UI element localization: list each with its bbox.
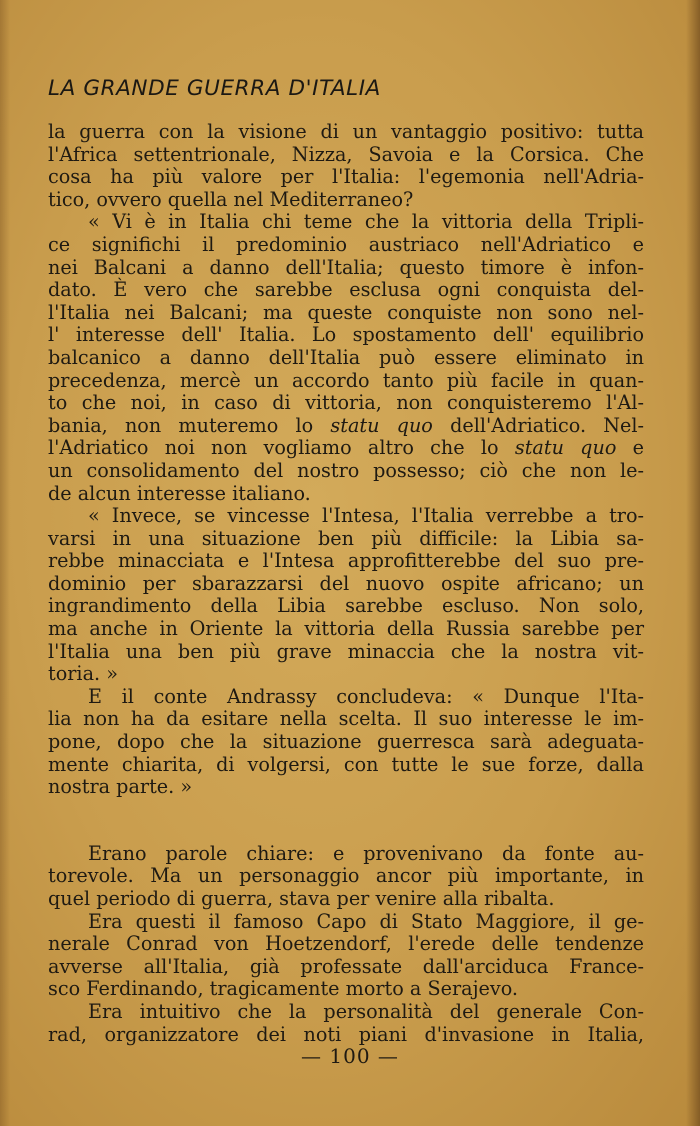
text-line: cosa ha più valore per l'Italia: l'egemonia nell'Adria- [48,165,644,189]
text-line: dato. È vero che sarebbe esclusa ogni conquista del- [48,278,644,302]
text-line: E il conte Andrassy concludeva: « Dunque l'Ita- [88,684,644,708]
page-edge-shadow-left [0,0,10,1126]
text-line: la guerra con la visione di un vantaggio positivo: tutta [48,120,644,143]
text-line: nostra parte. » [48,775,193,799]
text-line: mente chiarita, di volgersi, con tutte le sue forze, dalla [48,752,644,776]
text-line: ma anche in Oriente la vittoria della Russia sarebbe per [48,617,644,641]
text-span: to che noi, in caso di vittoria, non conquisteremo l'Al- [48,391,644,415]
text-line: Era intuitivo che la personalità del generale Con- [88,999,644,1023]
text-line: l'Italia una ben più grave minaccia che la nostra vit- [48,639,644,663]
text-line: precedenza, mercè un accordo tanto più facile in quan- [48,368,644,392]
text-line: l'Africa settentrionale, Nizza, Savoia e la Corsica. Che [48,142,644,166]
text-line: Era questi il famoso Capo di Stato Maggiore, il ge- [88,909,644,933]
text-line: « Vi è in Italia chi teme che la vittoria della Tripli- [88,210,644,234]
page-edge-shadow-right [686,0,700,1126]
text-line: quel periodo di guerra, stava per venire alla ribalta. [48,887,555,910]
paragraph-gap [48,799,644,843]
text-line: ce significhi il predominio austriaco nell'Adriatico e [48,232,644,256]
text-line: l'Adriatico noi non vogliamo altro che lo statu quo e [48,436,644,460]
text-line: dominio per sbarazzarsi del nuovo ospite africano; un [48,571,644,595]
text-line: de alcun interesse italiano. [48,481,311,505]
text-line: ingrandimento della Libia sarebbe escluso. Non solo, [48,594,644,618]
text-line: pone, dopo che la situazione guerresca sarà adeguata- [48,730,644,754]
text-line: toria. » [48,662,118,686]
page-number: — 100 — [301,1044,399,1068]
text-line: l'Italia nei Balcani; ma queste conquiste non sono nel- [48,300,644,324]
body-text [48,121,644,1046]
text-line: balcanico a danno dell'Italia può essere eliminato in [48,345,644,369]
text-line: varsi in una situazione ben più difficile: la Libia sa- [48,526,644,550]
text-line: un consolidamento del nostro possesso; ciò che non le- [48,458,644,482]
italic-phrase: statu quo [330,413,433,437]
text-line: Erano parole chiare: e provenivano da fonte au- [88,841,644,865]
italic-phrase: statu quo [514,436,617,460]
text-line: avverse all'Italia, già professate dall'arciduca France- [48,954,644,978]
text-line: nerale Conrad von Hoetzendorf, l'erede delle tendenze [48,932,644,956]
text-line [48,392,644,415]
text-line: rad, organizzatore dei noti piani d'invasione in Italia, [48,1022,644,1046]
text-line: tico, ovvero quella nel Mediterraneo? [48,187,414,211]
text-line: sco Ferdinando, tragicamente morto a Serajevo. [48,977,519,1001]
text-line: lia non ha da esitare nella scelta. Il suo interesse le im- [48,707,644,731]
text-line: l' interesse dell' Italia. Lo spostamento dell' equilibrio [48,323,644,347]
text-line: torevole. Ma un personaggio ancor più importante, in [48,864,644,888]
text-line: rebbe minacciata e l'Intesa approfitterebbe del suo pre- [48,549,644,573]
text-line: bania, non muteremo lo statu quo dell'Adriatico. Nel- [48,413,645,437]
text-line: nei Balcani a danno dell'Italia; questo timore è infon- [48,255,644,279]
text-line: « Invece, se vincesse l'Intesa, l'Italia verrebbe a tro- [88,504,644,528]
running-head: LA GRANDE GUERRA D'ITALIA [48,76,381,101]
